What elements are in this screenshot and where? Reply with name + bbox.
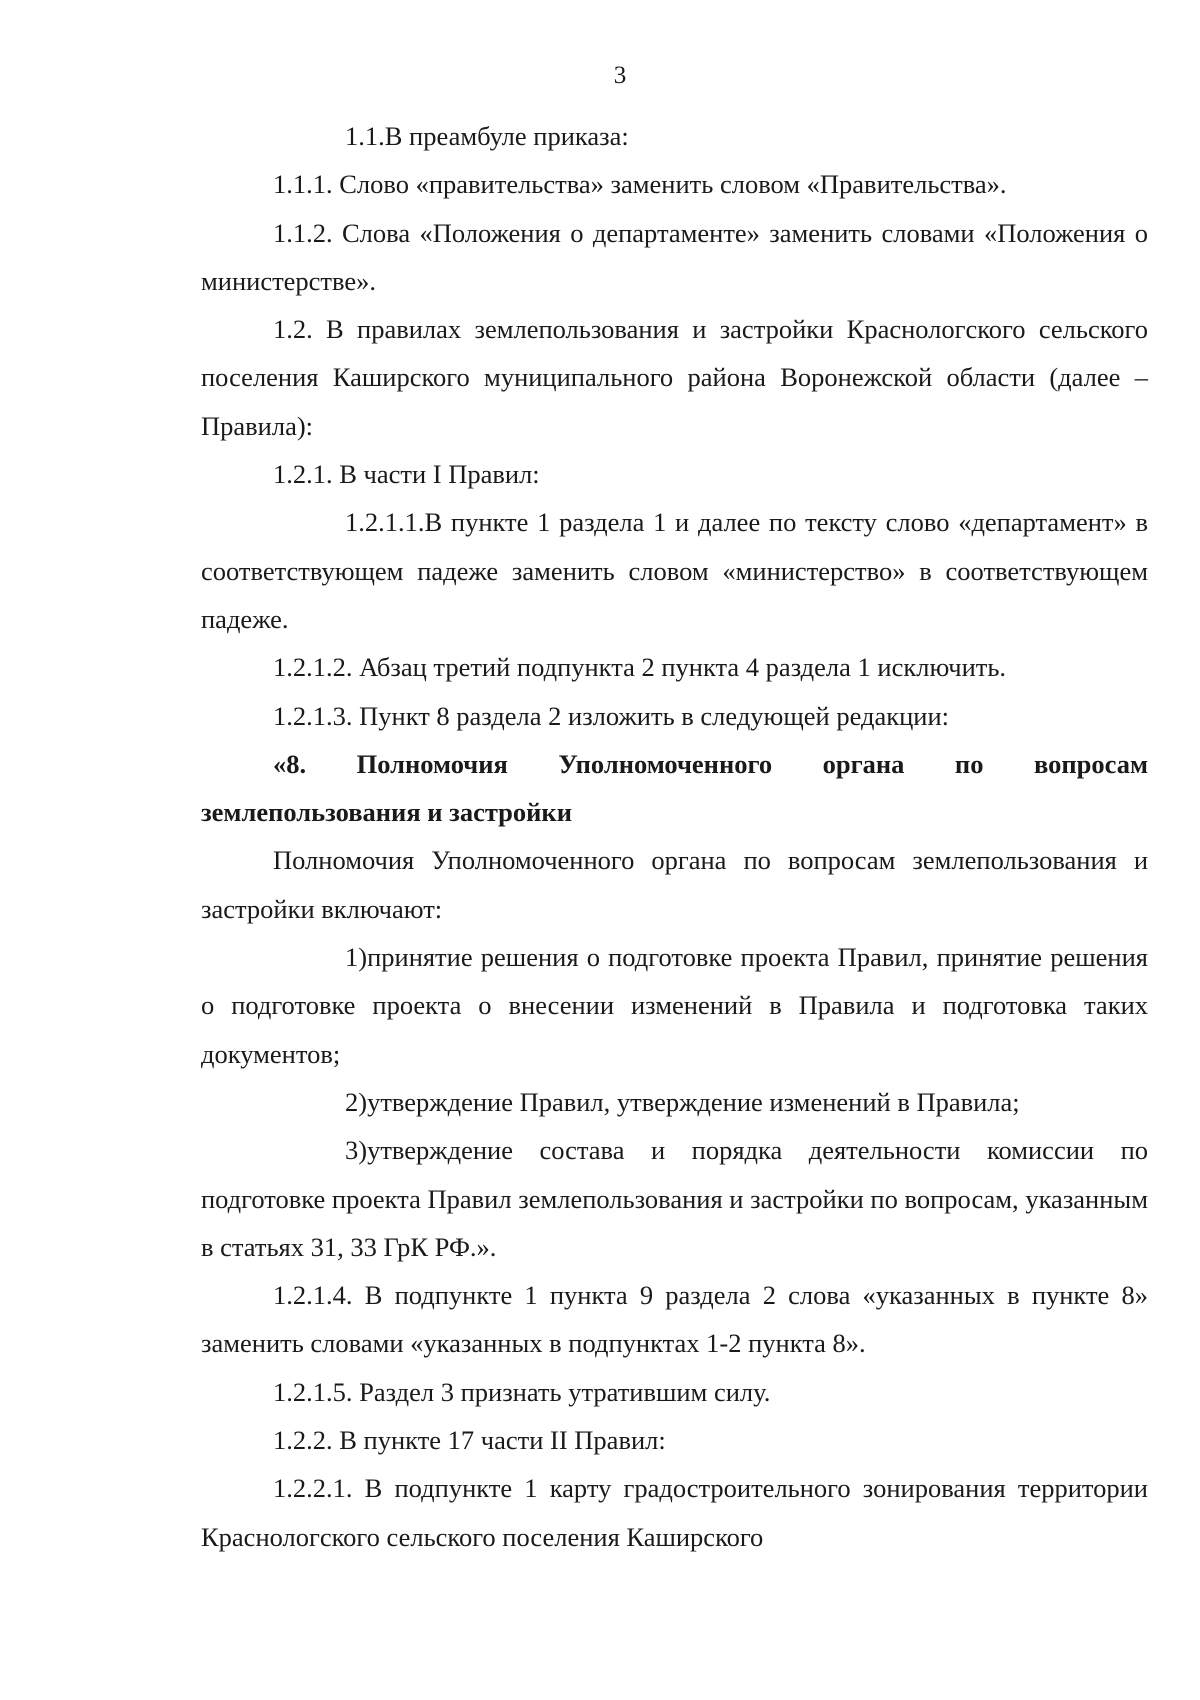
section-8-heading: «8. Полномочия Уполномоченного органа по вопросам землепользования и застройки	[201, 748, 1148, 828]
paragraph-1-2-1: 1.2.1. В части I Правил:	[273, 459, 540, 490]
paragraph-text: В пункте 1 раздела 1 и далее по тексту слово «департамент» в соответствующем падеже заменить словом «министерство» в соответствующем падеже.	[201, 507, 1148, 634]
paragraph-1-2-1-5: 1.2.1.5. Раздел 3 признать утратившим силу.	[273, 1376, 771, 1407]
paragraph-1-2-1-1	[201, 498, 1148, 643]
list-text: утверждение Правил, утверждение изменений в Правила;	[367, 1086, 1020, 1117]
list-item-3	[201, 1126, 1148, 1271]
paragraph-1-2-1-3: 1.2.1.3. Пункт 8 раздела 2 изложить в следующей редакции:	[273, 700, 950, 731]
paragraph-text: В преамбуле приказа:	[384, 121, 629, 151]
paragraph-1-2-1-4: 1.2.1.4. В подпункте 1 пункта 9 раздела 2 слова «указанных в пункте 8» заменить словами «указанных в подпунктах 1-2 пункта 8».	[201, 1280, 1148, 1359]
page-number: 3	[613, 62, 627, 89]
paragraph-1-1-2: 1.1.2. Слова «Положения о департаменте» заменить словами «Положения о министерстве».	[201, 217, 1148, 296]
paragraph-1-2-2-1: 1.2.2.1. В подпункте 1 карту градостроительного зонирования территории Краснологского сельского поселения Каширского	[201, 1473, 1148, 1552]
list-number: 2)	[345, 1086, 368, 1117]
paragraph-1-2-2: 1.2.2. В пункте 17 части II Правил:	[273, 1425, 666, 1456]
document-body	[201, 112, 1148, 1561]
list-number: 3)	[345, 1135, 368, 1166]
list-text: утверждение состава и порядка деятельности комиссии по подготовке проекта Правил землепользования и застройки по вопросам, указанным в статьях 31, 33 ГрК РФ.».	[201, 1135, 1148, 1262]
list-number: 1)	[345, 942, 368, 973]
list-item-2	[201, 1078, 1148, 1126]
paragraph-number: 1.2.1.1.	[345, 507, 425, 538]
paragraph-1-1-1: 1.1.1. Слово «правительства» заменить словом «Правительства».	[273, 169, 1007, 200]
paragraph-1-1	[201, 112, 1148, 160]
list-text: принятие решения о подготовке проекта Правил, принятие решения о подготовке проекта о внесении изменений в Правила и подготовка таких документов;	[201, 942, 1148, 1069]
paragraph-1-2: 1.2. В правилах землепользования и застройки Краснологского сельского поселения Каширского муниципального района Воронежской области (далее – Правила):	[201, 314, 1148, 441]
list-item-1	[201, 933, 1148, 1078]
paragraph-1-2-1-2: 1.2.1.2. Абзац третий подпункта 2 пункта 4 раздела 1 исключить.	[273, 652, 1007, 683]
paragraph-powers-intro: Полномочия Уполномоченного органа по вопросам землепользования и застройки включают:	[201, 845, 1148, 924]
paragraph-number: 1.1.	[345, 121, 385, 151]
